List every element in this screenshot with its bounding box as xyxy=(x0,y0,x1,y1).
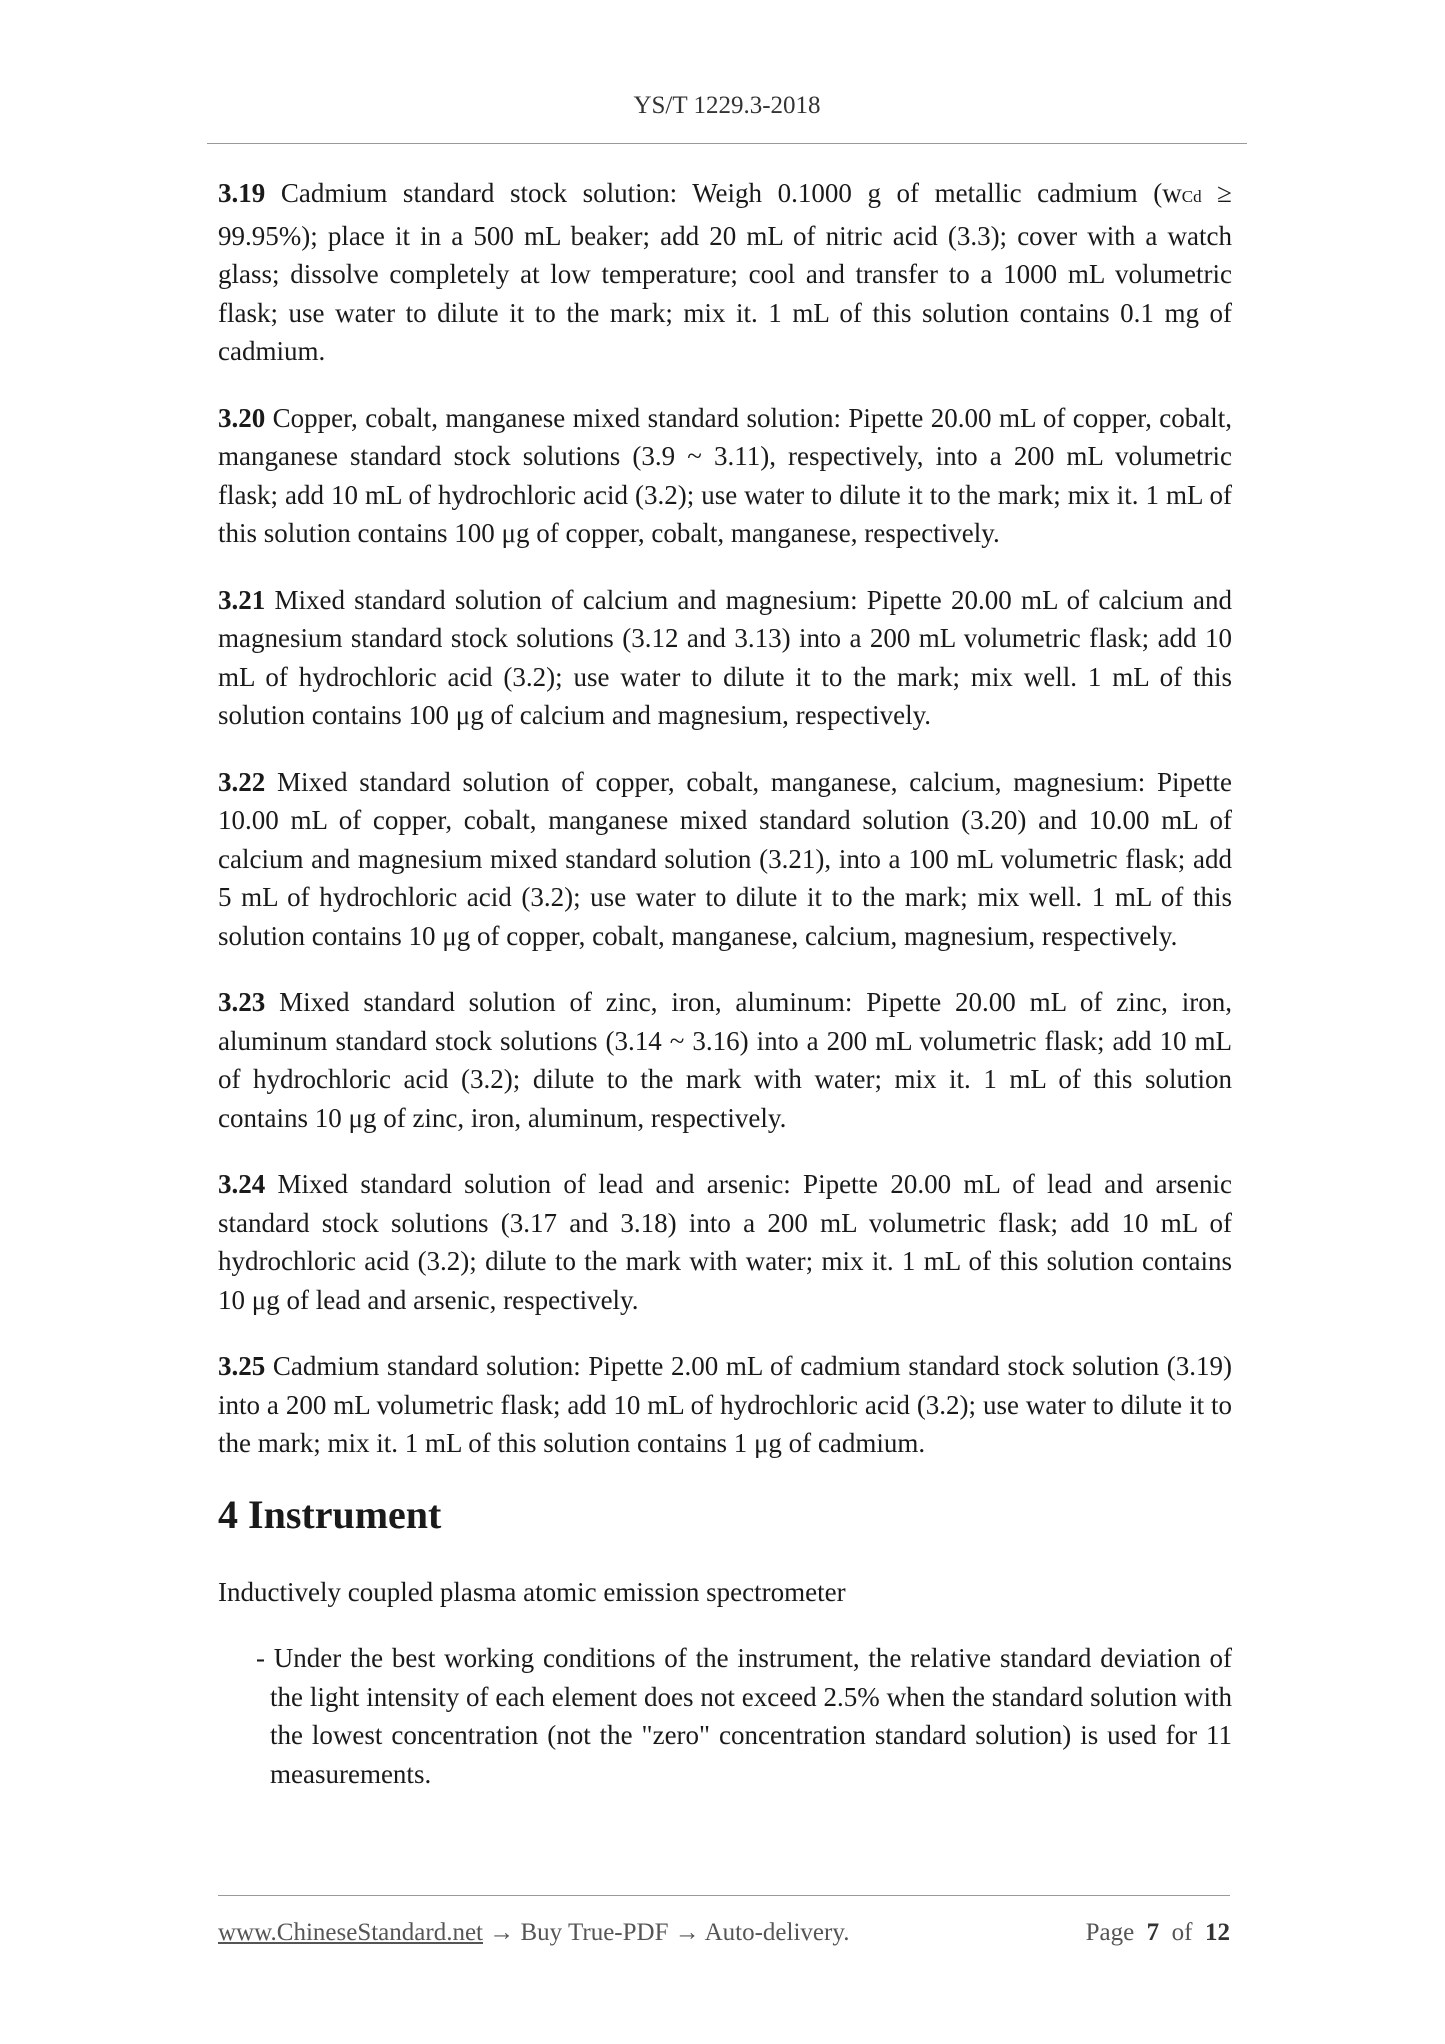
clause-number: 3.25 xyxy=(218,1351,266,1381)
subscript-cd: Cd xyxy=(1181,187,1202,206)
clause-number: 3.24 xyxy=(218,1169,266,1199)
clause-text: Cadmium standard stock solution: Weigh 0.1000 g of metallic cadmium (w xyxy=(265,178,1182,208)
page-label: Page xyxy=(1085,1919,1135,1946)
document-body xyxy=(218,174,1232,1820)
page-indicator xyxy=(1086,1919,1230,1947)
section-title: 4 Instrument xyxy=(218,1491,442,1537)
clause-3-21 xyxy=(218,581,1232,735)
document-header: YS/T 1229.3-2018 xyxy=(633,92,821,119)
footer-promo xyxy=(218,1919,849,1947)
clause-number: 3.20 xyxy=(218,402,266,433)
clause-3-19 xyxy=(218,174,1232,371)
footer-promo-text: → Buy True-PDF → Auto-delivery. xyxy=(483,1919,850,1946)
clause-text-cont: ≥ 99.95%); place it in a 500 mL beaker; add 20 mL of nitric acid (3.3); cover with a watch glass; dissolve completely at low temperature; cool and transfer to a 1000 mL volumetric flask; use water to dilute it to the mark; mix it. 1 mL of this solution contains 0.1 mg of cadmium. xyxy=(218,178,1232,366)
clause-number: 3.21 xyxy=(218,584,266,615)
clause-text: Mixed standard solution of copper, cobalt, manganese, calcium, magnesium: Pipette 10.00 mL of copper, cobalt, manganese mixed standard solution (3.20) and 10.00 mL of calcium and magnesium mixed standard solution (3.21), into a 100 mL volumetric flask; add 5 mL of hydrochloric acid (3.2); use water to dilute it to the mark; mix well. 1 mL of this solution contains 10 μg of copper, cobalt, manganese, calcium, magnesium, respectively. xyxy=(218,766,1232,951)
clause-number: 3.22 xyxy=(218,766,266,797)
clause-number: 3.23 xyxy=(218,987,266,1017)
page-number: 7 xyxy=(1146,1919,1160,1946)
list-item: - Under the best working conditions of the instrument, the relative standard deviation of the light intensity of each element does not exceed 2.5% when the standard solution with the lowest concentration (not the "zero" concentration standard solution) is used for 11 measurements. xyxy=(256,1643,1232,1789)
clause-text: Mixed standard solution of calcium and magnesium: Pipette 20.00 mL of calcium and magnesium standard stock solutions (3.12 and 3.13) into a 200 mL volumetric flask; add 10 mL of hydrochloric acid (3.2); use water to dilute it to the mark; mix well. 1 mL of this solution contains 100 μg of calcium and magnesium, respectively. xyxy=(218,584,1232,730)
clause-3-20 xyxy=(218,399,1232,553)
clause-text: Mixed standard solution of lead and arsenic: Pipette 20.00 mL of lead and arsenic standard stock solutions (3.17 and 3.18) into a 200 mL volumetric flask; add 10 mL of hydrochloric acid (3.2); dilute to the mark with water; mix it. 1 mL of this solution contains 10 μg of lead and arsenic, respectively. xyxy=(218,1169,1232,1315)
clause-3-25 xyxy=(218,1347,1232,1463)
page-total: 12 xyxy=(1205,1919,1230,1946)
of-label: of xyxy=(1171,1919,1193,1946)
website-link[interactable]: www.ChineseStandard.net xyxy=(218,1919,483,1946)
clause-3-23 xyxy=(218,983,1232,1137)
clause-3-24 xyxy=(218,1165,1232,1319)
footer-divider xyxy=(218,1895,1230,1896)
clause-text: Copper, cobalt, manganese mixed standard solution: Pipette 20.00 mL of copper, cobalt, manganese standard stock solutions (3.9 ~ 3.11), respectively, into a 200 mL volumetric flask; add 10 mL of hydrochloric acid (3.2); use water to dilute it to the mark; mix it. 1 mL of this solution contains 100 μg of copper, cobalt, manganese, respectively. xyxy=(218,402,1232,548)
page-footer xyxy=(218,1919,1230,1947)
clause-number: 3.19 xyxy=(218,178,266,208)
section-intro: Inductively coupled plasma atomic emission spectrometer xyxy=(218,1576,846,1607)
header-divider xyxy=(207,143,1247,144)
clause-text: Cadmium standard solution: Pipette 2.00 mL of cadmium standard stock solution (3.19) into a 200 mL volumetric flask; add 10 mL of hydrochloric acid (3.2); use water to dilute it to the mark; mix it. 1 mL of this solution contains 1 μg of cadmium. xyxy=(218,1351,1232,1458)
clause-text: Mixed standard solution of zinc, iron, aluminum: Pipette 20.00 mL of zinc, iron, aluminum standard stock solutions (3.14 ~ 3.16) into a 200 mL volumetric flask; add 10 mL of hydrochloric acid (3.2); dilute to the mark with water; mix it. 1 mL of this solution contains 10 μg of zinc, iron, aluminum, respectively. xyxy=(218,987,1232,1133)
clause-3-22 xyxy=(218,763,1232,956)
